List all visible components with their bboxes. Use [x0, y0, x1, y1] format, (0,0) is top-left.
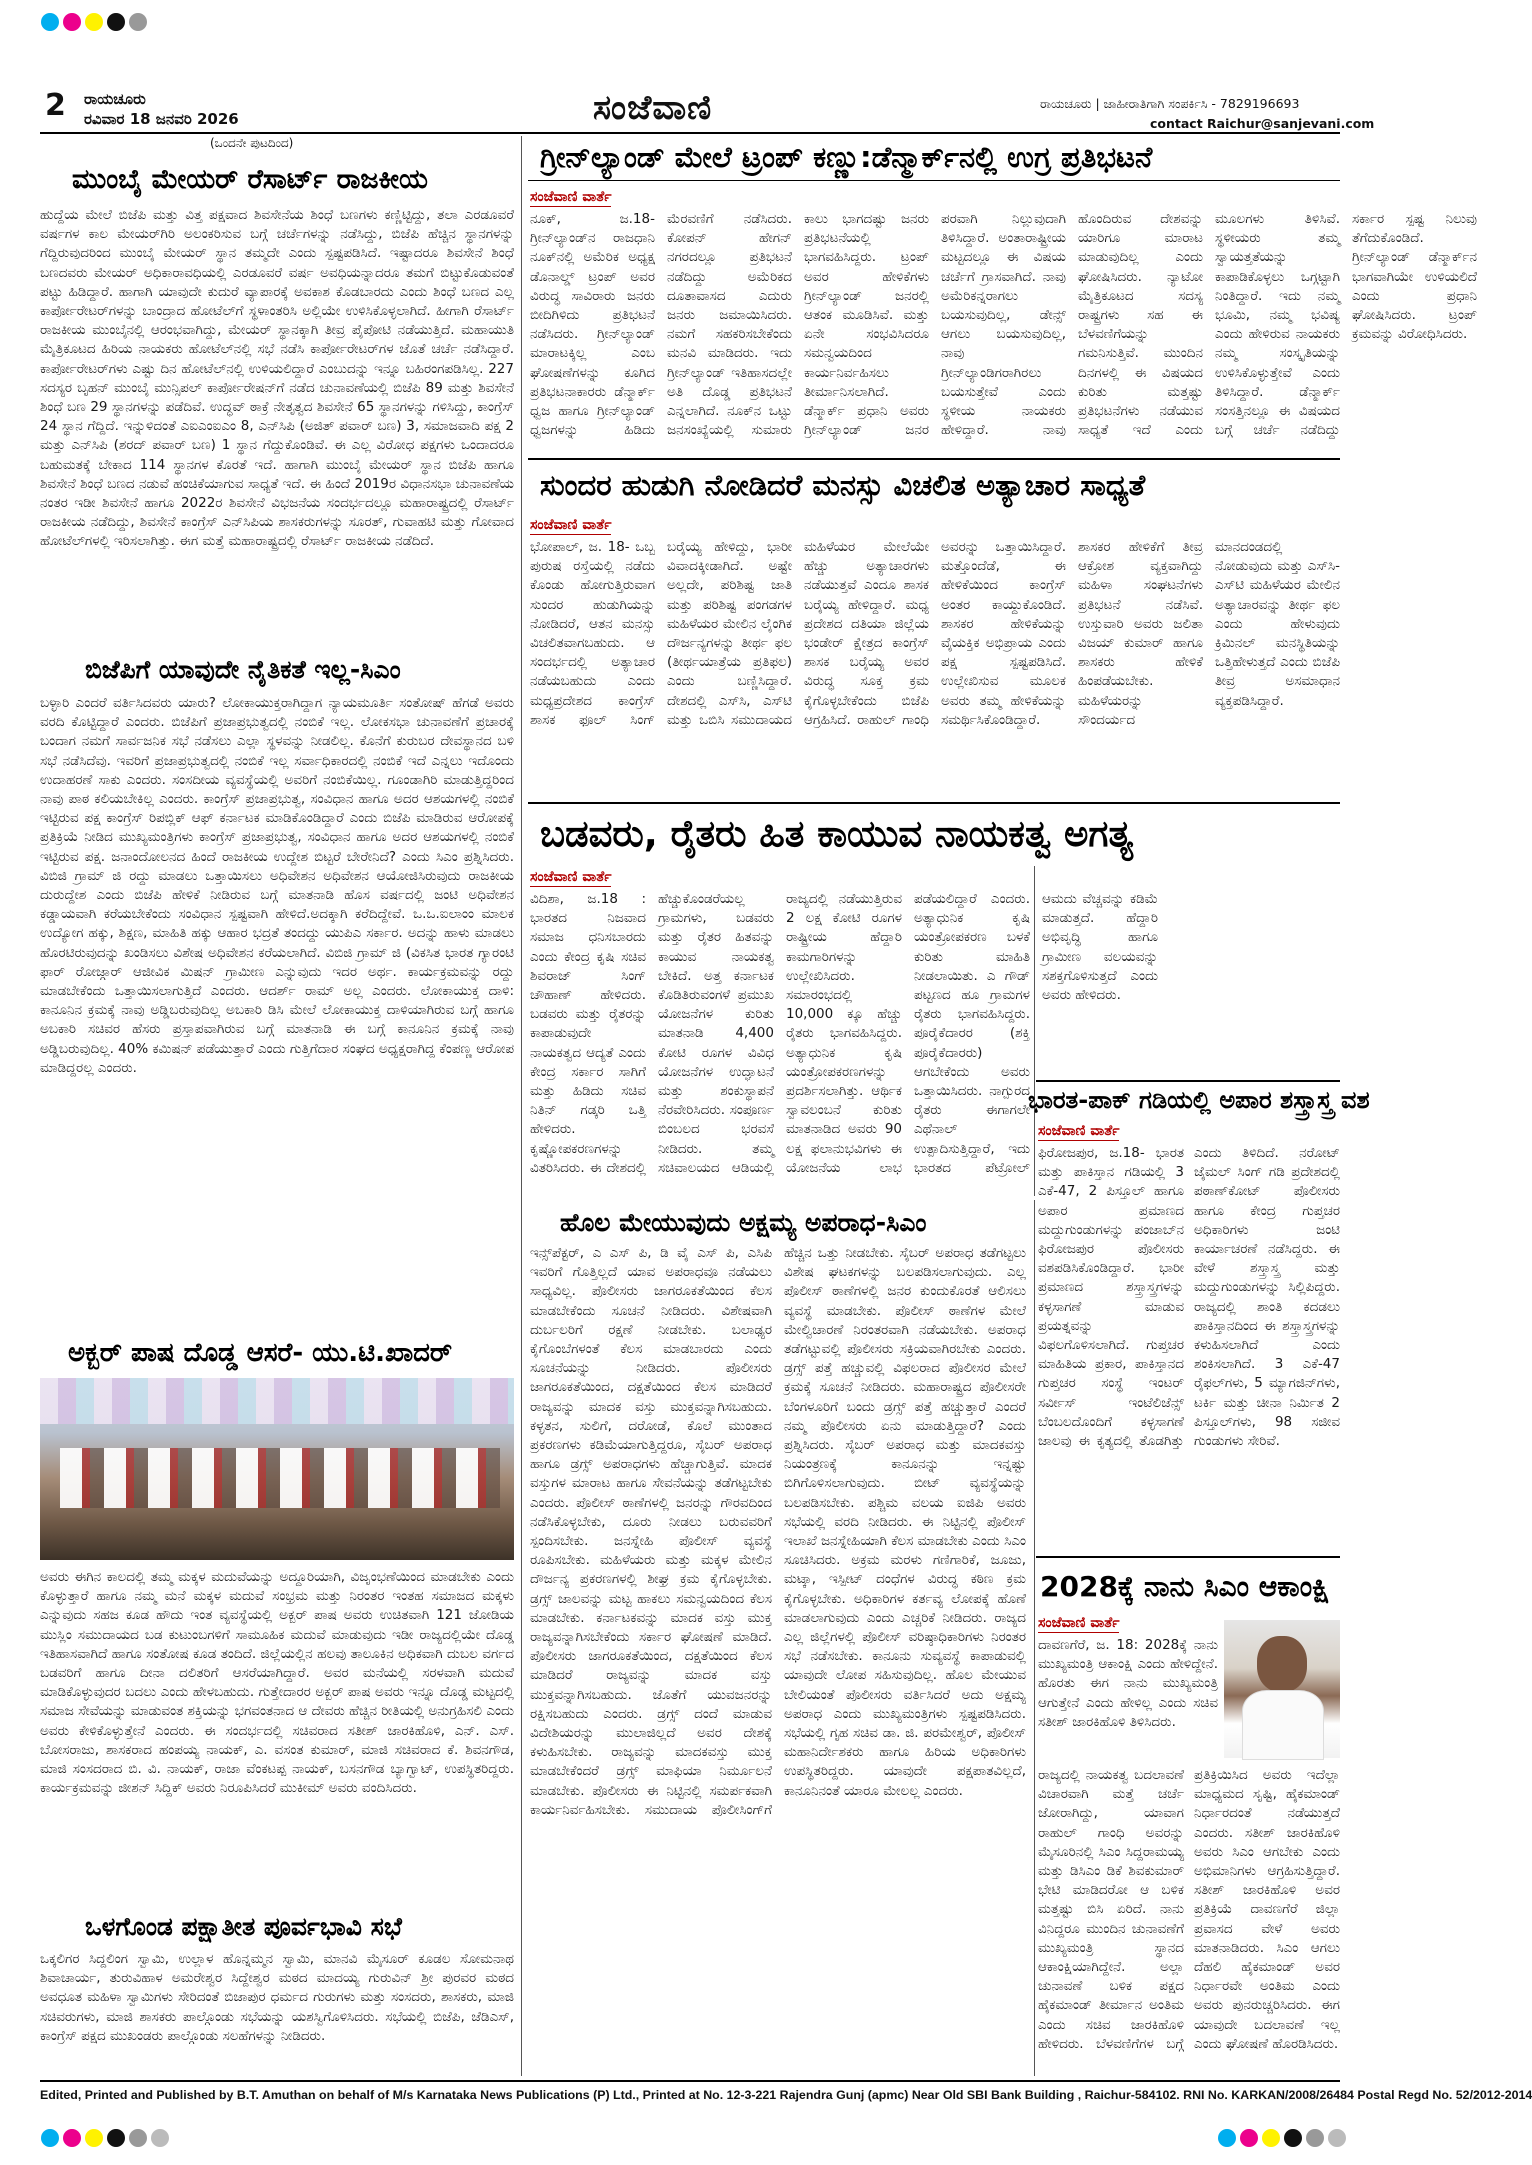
registration-mark-yellow — [85, 2129, 103, 2147]
article-greenland-body: ನೂಕ್, ಜ.18- ಗ್ರೀನ್‌ಲ್ಯಾಂಡ್‌ನ ರಾಜಧಾನಿ ನೂಕ್‌ನಲ್ಲಿ ಅಮೆರಿಕ ಅಧ್ಯಕ್ಷ ಡೊನಾಲ್ಡ್ ಟ್ರಂಪ್ ಅವರ ವಿರುದ್ಧ ಸಾವಿರಾರು ಜನರು ಬೀದಿಗಿಳಿದು ಪ್ರತಿಭಟನೆ ನಡೆಸಿದರು. ಗ್ರೀನ್‌ಲ್ಯಾಂಡ್ ಮಾರಾಟಕ್ಕಿಲ್ಲ ಎಂಬ ಘೋಷಣೆಗಳನ್ನು ಕೂಗಿದ ಪ್ರತಿಭಟನಾಕಾರರು ಡೆನ್ಮಾರ್ಕ್ ಧ್ವಜ ಹಾಗೂ ಗ್ರೀನ್‌ಲ್ಯಾಂಡ್ ಧ್ವಜಗಳನ್ನು ಹಿಡಿದು ಮೆರವಣಿಗೆ ನಡೆಸಿದರು. ಕೋಪನ್ ಹೇಗನ್ ನಗರದಲ್ಲೂ ಪ್ರತಿಭಟನೆ ನಡೆದಿದ್ದು ಅಮೆರಿಕದ ದೂತಾವಾಸದ ಎದುರು ಜನರು ಜಮಾಯಿಸಿದರು. ನಮಗೆ ಸಹಕರಿಸಬೇಕೆಂದು ಮನವಿ ಮಾಡಿದರು. ಇದು ಗ್ರೀನ್‌ಲ್ಯಾಂಡ್ ಇತಿಹಾಸದಲ್ಲೇ ಅತಿ ದೊಡ್ಡ ಪ್ರತಿಭಟನೆ ಎನ್ನಲಾಗಿದೆ. ನೂಕ್‌ನ ಒಟ್ಟು ಜನಸಂಖ್ಯೆಯಲ್ಲಿ ಸುಮಾರು ಕಾಲು ಭಾಗದಷ್ಟು ಜನರು ಪ್ರತಿಭಟನೆಯಲ್ಲಿ ಭಾಗವಹಿಸಿದ್ದರು. ಟ್ರಂಪ್ ಅವರ ಹೇಳಿಕೆಗಳು ಗ್ರೀನ್‌ಲ್ಯಾಂಡ್ ಜನರಲ್ಲಿ ಆತಂಕ ಮೂಡಿಸಿವೆ. ಮತ್ತು ಏನೇ ಸಂಭವಿಸಿದರೂ ಸಮನ್ವಯದಿಂದ ಕಾರ್ಯನಿರ್ವಹಿಸಲು ತೀರ್ಮಾನಿಸಲಾಗಿದೆ. ಡೆನ್ಮಾರ್ಕ್ ಪ್ರಧಾನಿ ಅವರು ಗ್ರೀನ್‌ಲ್ಯಾಂಡ್ ಜನರ ಪರವಾಗಿ ನಿಲ್ಲುವುದಾಗಿ ತಿಳಿಸಿದ್ದಾರೆ. ಅಂತಾರಾಷ್ಟ್ರೀಯ ಮಟ್ಟದಲ್ಲೂ ಈ ವಿಷಯ ಚರ್ಚೆಗೆ ಗ್ರಾಸವಾಗಿದೆ. ನಾವು ಅಮೆರಿಕನ್ನರಾಗಲು ಬಯಸುವುದಿಲ್ಲ, ಡೇನ್ಸ್ ಆಗಲು ಬಯಸುವುದಿಲ್ಲ, ನಾವು ಗ್ರೀನ್‌ಲ್ಯಾಂಡಿಗರಾಗಿರಲು ಬಯಸುತ್ತೇವೆ ಎಂದು ಸ್ಥಳೀಯ ನಾಯಕರು ಹೇಳಿದ್ದಾರೆ. ನಾವು ಹೊಂದಿರುವ ದೇಶವನ್ನು ಯಾರಿಗೂ ಮಾರಾಟ ಮಾಡುವುದಿಲ್ಲ ಎಂದು ಘೋಷಿಸಿದರು. ನ್ಯಾಟೋ ಮೈತ್ರಿಕೂಟದ ಸದಸ್ಯ ರಾಷ್ಟ್ರಗಳು ಸಹ ಈ ಬೆಳವಣಿಗೆಯನ್ನು ಗಮನಿಸುತ್ತಿವೆ. ಮುಂದಿನ ದಿನಗಳಲ್ಲಿ ಈ ವಿಷಯದ ಕುರಿತು ಮತ್ತಷ್ಟು ಪ್ರತಿಭಟನೆಗಳು ನಡೆಯುವ ಸಾಧ್ಯತೆ ಇದೆ ಎಂದು ಮೂಲಗಳು ತಿಳಿಸಿವೆ. ಸ್ಥಳೀಯರು ತಮ್ಮ ಸ್ವಾಯತ್ತತೆಯನ್ನು ಕಾಪಾಡಿಕೊಳ್ಳಲು ಒಗ್ಗಟ್ಟಾಗಿ ನಿಂತಿದ್ದಾರೆ. ಇದು ನಮ್ಮ ಭೂಮಿ, ನಮ್ಮ ಭವಿಷ್ಯ ಎಂದು ಹೇಳಿರುವ ನಾಯಕರು ನಮ್ಮ ಸಂಸ್ಕೃತಿಯನ್ನು ಉಳಿಸಿಕೊಳ್ಳುತ್ತೇವೆ ಎಂದು ತಿಳಿಸಿದ್ದಾರೆ. ಡೆನ್ಮಾರ್ಕ್ ಸಂಸತ್ತಿನಲ್ಲೂ ಈ ವಿಷಯದ ಬಗ್ಗೆ ಚರ್ಚೆ ನಡೆದಿದ್ದು ಸರ್ಕಾರ ಸ್ಪಷ್ಟ ನಿಲುವು ತೆಗೆದುಕೊಂಡಿದೆ. ಗ್ರೀನ್‌ಲ್ಯಾಂಡ್ ಡೆನ್ಮಾರ್ಕ್‌ನ ಭಾಗವಾಗಿಯೇ ಉಳಿಯಲಿದೆ ಎಂದು ಪ್ರಧಾನಿ ಘೋಷಿಸಿದರು. ಟ್ರಂಪ್ ಕ್ರಮವನ್ನು ವಿರೋಧಿಸಿದರು. — [530, 211, 1477, 439]
registration-mark-magenta — [63, 2129, 81, 2147]
article-greenland-headline: ಗ್ರೀನ್‌ಲ್ಯಾಂಡ್ ಮೇಲೆ ಟ್ರಂಪ್ ಕಣ್ಣು:ಡೆನ್ಮಾರ್ಕ್‌ನಲ್ಲಿ ಉಗ್ರ ಪ್ರತಿಭಟನೆ — [540, 140, 1153, 174]
registration-mark-gray — [129, 13, 147, 31]
registration-mark-black — [107, 13, 125, 31]
registration-mark-gray — [151, 2129, 169, 2147]
article-akbar-body: ಅವರು ಈಗಿನ ಕಾಲದಲ್ಲಿ ತಮ್ಮ ಮಕ್ಕಳ ಮದುವೆಯನ್ನು ಅದ್ದೂರಿಯಾಗಿ, ವಿಜೃಂಭಣೆಯಿಂದ ಮಾಡಬೇಕು ಎಂದು ಕೊಳ್ಳುತ್ತಾರೆ ಹಾಗೂ ನಮ್ಮ ಮನೆ ಮಕ್ಕಳ ಮದುವೆ ಸಂಭ್ರಮ ಮತ್ತು ನಿರಂತರ ಇಂತಹ ಸಮಾಜದ ಮಕ್ಕಳು ಎನ್ನುವುದು ಸಹಜ ಕೂಡ ಹೌದು ಇಂತ ವ್ಯವಸ್ಥೆಯಲ್ಲಿ ಅಕ್ಬರ್ ಪಾಷ ಅವರು ಉಚಿತವಾಗಿ 121 ಜೋಡಿಯ ಮುಸ್ಲಿಂ ಸಮುದಾಯದ ಬಡ ಕುಟುಂಬಗಳಿಗೆ ಸಾಮೂಹಿಕ ಮದುವೆ ಮಾಡುವುದು ಇಡೀ ರಾಜ್ಯದಲ್ಲಿಯೇ ದೊಡ್ಡ ಇತಿಹಾಸವಾಗಿದೆ ಹಾಗೂ ಸಂತೋಷ ಕೂಡ ತಂದಿದೆ. ಜಿಲ್ಲೆಯಲ್ಲಿನ ಹಲವು ತಾಲೂಕಿನ ಅಧಿಕವಾಗಿ ದುಬಲ ವರ್ಗದ ಬಡವರಿಗೆ ಹಾಗೂ ದೀನಾ ದಲಿತರಿಗೆ ಆಸರೆಯಾಗಿದ್ದಾರೆ. ಅವರ ಮನೆಯಲ್ಲಿ ಸರಳವಾಗಿ ಮದುವೆ ಮಾಡಿಕೊಳ್ಳುವುದರ ಬದಲು ಎಂದು ಹೇಳಬಹುದು. ಗುತ್ತೇದಾರರ ಅಕ್ಬರ್ ಪಾಷ ಅವರು ಇನ್ನೂ ದೊಡ್ಡ ಮಟ್ಟದಲ್ಲಿ ಸಮಾಜ ಸೇವೆಯನ್ನು ಮಾಡುವಂತ ಶಕ್ತಿಯನ್ನು ಭಗವಂತನಾದ ಆ ದೇವರು ಹೆಚ್ಚಿನ ರೀತಿಯಲ್ಲಿ ಅನುಗ್ರಹಿಸಲಿ ಎಂದು ಅವರು ಕೇಳಿಕೊಳ್ಳುತ್ತೇನೆ ಎಂದರು. ಈ ಸಂದರ್ಭದಲ್ಲಿ ಸಚಿವರಾದ ಸತೀಶ್ ಜಾರಕಿಹೊಳಿ, ಎನ್. ಎಸ್. ಬೋಸರಾಜು, ಶಾಸಕರಾದ ಹಂಪಯ್ಯ ನಾಯಕ್, ಎ. ವಸಂತ ಕುಮಾರ್, ಮಾಜಿ ಸಚಿವರಾದ ಕೆ. ಶಿವನಗೌಡ, ಮಾಜಿ ಸಂಸದರಾದ ಬಿ. ವಿ. ನಾಯಕ್, ರಾಜಾ ವೆಂಕಟಪ್ಪ ನಾಯಕ್, ಬಸನಗೌಡ ಬ್ಯಾಗ್ವಾಟ್, ಉಪಸ್ಥಿತರಿದ್ದರು. ಕಾರ್ಯಕ್ರಮವನ್ನು ಜೀಶನ್ ಸಿದ್ದಿಕ್ ಅವರು ನಿರೂಪಿಸಿದರೆ ಮುಕೀಮ್ ಅವರು ವಂದಿಸಿದರು. — [40, 1569, 514, 1797]
section-rule — [1036, 1080, 1340, 1082]
article-mumbai-body: ಹುದ್ದೆಯ ಮೇಲೆ ಬಿಜೆಪಿ ಮತ್ತು ವಿತ್ತ ಪಕ್ಷವಾದ ಶಿವಸೇನೆಯ ಶಿಂಧೆ ಬಣಗಳು ಕಣ್ಣಿಟ್ಟಿದ್ದು, ತಲಾ ಎರಡೂವರೆ ವರ್ಷಗಳ ಕಾಲ ಮೇಯರ್‌ಗಿರಿ ಅಲಂಕರಿಸುವ ಬಗ್ಗೆ ಚರ್ಚೆಗಳನ್ನು ನಡೆಸಿದ್ದು, ಬಿಜೆಪಿ ಹೆಚ್ಚಿನ ಸ್ಥಾನಗಳನ್ನು ಗೆದ್ದಿರುವುದರಿಂದ ಮುಂಬೈ ಮೇಯರ್ ಸ್ಥಾನ ತಮ್ಮದೇ ಎಂದು ಸ್ಪಷ್ಟಪಡಿಸಿದೆ. ಇಷ್ಟಾದರೂ ಶಿವಸೇನೆ ಶಿಂಧೆ ಬಣದವರು ಮೇಯರ್ ಅಧಿಕಾರಾವಧಿಯಲ್ಲಿ ಎರಡೂವರೆ ವರ್ಷ ಅವಧಿಯನ್ನಾದರೂ ತಮಗೆ ಬಿಟ್ಟುಕೊಡುವಂತೆ ಪಟ್ಟು ಹಿಡಿದ್ದಾರೆ. ಹಾಗಾಗಿ ಯಾವುದೇ ಕುದುರೆ ವ್ಯಾಪಾರಕ್ಕೆ ಅವಕಾಶ ಕೊಡಬಾರದು ಎಂದು ಶಿಂಧೆ ಬಣದ ಎಲ್ಲ ಕಾರ್ಪೋರೇಟರ್‌ಗಳನ್ನು ಬಾಂದ್ರಾದ ಹೋಟೆಲ್‌ಗೆ ಸ್ಥಳಾಂತರಿಸಿ ಅಲ್ಲಿಯೇ ಉಳಿಸಿಕೊಳ್ಳಲಾಗಿದೆ. ಹೀಗಾಗಿ ರೆಸಾರ್ಟ್ ರಾಜಕೀಯ ಮುಂಬೈನಲ್ಲಿ ಆರಂಭವಾಗಿದ್ದು, ಮೇಯರ್ ಸ್ಥಾನಕ್ಕಾಗಿ ತೀವ್ರ ಪೈಪೋಟಿ ನಡೆಯುತ್ತಿದೆ. ಮಹಾಯುತಿ ಮೈತ್ರಿಕೂಟದ ಹಿರಿಯ ನಾಯಕರು ಹೋಟೆಲ್‌ನಲ್ಲಿ ಸಭೆ ನಡೆಸಿ ಕಾರ್ಪೋರೇಟರ್‌ಗಳ ಜೊತೆ ಚರ್ಚೆ ನಡೆಸಿದ್ದಾರೆ. ಕಾರ್ಪೋರೇಟರ್‌ಗಳು ಎಷ್ಟು ದಿನ ಹೋಟೆಲ್‌ನಲ್ಲಿ ಉಳಿಯಲಿದ್ದಾರೆ ಎಂಬುದನ್ನು ಇನ್ನೂ ಬಹಿರಂಗಪಡಿಸಿಲ್ಲ. 227 ಸದಸ್ಯರ ಬೃಹನ್ ಮುಂಬೈ ಮುನ್ಸಿಪಲ್ ಕಾರ್ಪೋರೇಷನ್‌ಗೆ ನಡೆದ ಚುನಾವಣೆಯಲ್ಲಿ ಬಿಜೆಪಿ 89 ಮತ್ತು ಶಿವಸೇನೆ ಶಿಂಧೆ ಬಣ 29 ಸ್ಥಾನಗಳನ್ನು ಪಡೆದಿವೆ. ಉದ್ಧವ್ ಠಾಕ್ರೆ ನೇತೃತ್ವದ ಶಿವಸೇನೆ 65 ಸ್ಥಾನಗಳನ್ನು ಗಳಿಸಿದ್ದು, ಕಾಂಗ್ರೆಸ್ 24 ಸ್ಥಾನ ಗೆದ್ದಿದೆ. ಇನ್ನುಳಿದಂತೆ ಎಐಎಂಐಎಂ 8, ಎನ್‌ಸಿಪಿ (ಅಜಿತ್ ಪವಾರ್ ಬಣ) 3, ಸಮಾಜವಾದಿ ಪಕ್ಷ 2 ಮತ್ತು ಎನ್‌ಸಿಪಿ (ಶರದ್ ಪವಾರ್ ಬಣ) 1 ಸ್ಥಾನ ಗೆದ್ದುಕೊಂಡಿವೆ. ಈ ಎಲ್ಲ ವಿರೋಧ ಪಕ್ಷಗಳು ಒಂದಾದರೂ ಬಹುಮತಕ್ಕೆ ಬೇಕಾದ 114 ಸ್ಥಾನಗಳ ಕೊರತೆ ಇದೆ. ಹಾಗಾಗಿ ಮುಂಬೈ ಮೇಯರ್ ಸ್ಥಾನ ಬಿಜೆಪಿ ಹಾಗೂ ಶಿವಸೇನೆ ಶಿಂಧೆ ಬಣದ ನಡುವೆ ಹಂಚಿಕೆಯಾಗುವ ಸಾಧ್ಯತೆ ಇದೆ. ಈ ಹಿಂದೆ 2019ರ ವಿಧಾನಸಭಾ ಚುನಾವಣೆಯ ನಂತರ ಇಡೀ ಶಿವಸೇನೆ ಹಾಗೂ 2022ರ ಶಿವಸೇನೆ ವಿಭಜನೆಯ ಸಂದರ್ಭದಲ್ಲೂ ಮಹಾರಾಷ್ಟ್ರದಲ್ಲಿ ರೆಸಾರ್ಟ್ ರಾಜಕೀಯ ನಡೆದಿದ್ದು, ಶಿವಸೇನೆ ಕಾಂಗ್ರೆಸ್ ಎನ್‌ಸಿಪಿಯ ಶಾಸಕರುಗಳನ್ನು ಸೂರತ್, ಗುವಾಹಟಿ ಮತ್ತು ಗೋವಾದ ಹೋಟೆಲ್‌ಗಳಲ್ಲಿ ಇರಿಸಲಾಗಿತ್ತು. ಈಗ ಮತ್ತೆ ಮಹಾರಾಷ್ಟ್ರದಲ್ಲಿ ರೆಸಾರ್ಟ್ ರಾಜಕೀಯ ನಡೆದಿದೆ. — [40, 207, 514, 550]
article-meeting-headline: ಒಳಗೊಂಡ ಪಕ್ಷಾತೀತ ಪೂರ್ವಭಾವಿ ಸಭೆ — [85, 1912, 402, 1941]
registration-mark-black — [107, 2129, 125, 2147]
byline: ಸಂಜೆವಾಣಿ ವಾರ್ತೆ — [530, 869, 612, 885]
article-greenland-content — [530, 186, 1477, 452]
masthead-logo: ಸಂಜೆವಾಣಿ — [593, 88, 713, 128]
article-cm2028-body: ರಾಜ್ಯದಲ್ಲಿ ನಾಯಕತ್ವ ಬದಲಾವಣೆ ವಿಚಾರವಾಗಿ ಮತ್ತೆ ಚರ್ಚೆ ಜೋರಾಗಿದ್ದು, ಯಾವಾಗ ರಾಹುಲ್ ಗಾಂಧಿ ಅವರನ್ನು ಮೈಸೂರಿನಲ್ಲಿ ಸಿಎಂ ಸಿದ್ದರಾಮಯ್ಯ ಮತ್ತು ಡಿಸಿಎಂ ಡಿಕೆ ಶಿವಕುಮಾರ್ ಭೇಟಿ ಮಾಡಿದರೋ ಆ ಬಳಿಕ ಮತ್ತಷ್ಟು ಬಿಸಿ ಏರಿದೆ. ನಾನು ವಿನಿದ್ದರೂ ಮುಂದಿನ ಚುನಾವಣೆಗೆ ಮುಖ್ಯಮಂತ್ರಿ ಸ್ಥಾನದ ಆಕಾಂಕ್ಷಿಯಾಗಿದ್ದೇನೆ. ಅಲ್ಲಾ ಚುನಾವಣೆ ಬಳಿಕ ಪಕ್ಷದ ಹೈಕಮಾಂಡ್ ತೀರ್ಮಾನ ಅಂತಿಮ ಎಂದು ಸಚಿವ ಜಾರಕಿಹೊಳಿ ಹೇಳಿದರು. ಬೆಳವಣಿಗೆಗಳ ಬಗ್ಗೆ ಪ್ರತಿಕ್ರಿಯಿಸಿದ ಅವರು ಇದೆಲ್ಲಾ ಮಾಧ್ಯಮದ ಸೃಷ್ಟಿ, ಹೈಕಮಾಂಡ್ ನಿರ್ಧಾರದಂತೆ ನಡೆಯುತ್ತದೆ ಎಂದರು. ಸತೀಶ್ ಜಾರಕಿಹೊಳಿ ಅವರು ಸಿಎಂ ಆಗಬೇಕು ಎಂದು ಅಭಿಮಾನಿಗಳು ಆಗ್ರಹಿಸುತ್ತಿದ್ದಾರೆ. ಸತೀಶ್ ಜಾರಕಿಹೊಳಿ ಅವರ ಪ್ರತಿಕ್ರಿಯೆ ದಾವಣಗೆರೆ ಜಿಲ್ಲಾ ಪ್ರವಾಸದ ವೇಳೆ ಅವರು ಮಾತನಾಡಿದರು. ಸಿಎಂ ಆಗಲು ದೆಹಲಿ ಹೈಕಮಾಂಡ್ ಅವರ ನಿರ್ಧಾರವೇ ಅಂತಿಮ ಎಂದು ಅವರು ಪುನರುಚ್ಚರಿಸಿದರು. ಈಗ ಯಾವುದೇ ಬದಲಾವಣೆ ಇಲ್ಲ ಎಂದು ಘೋಷಣೆ ಹೊರಡಿಸಿದರು. — [1038, 1767, 1340, 2052]
article-akbar-headline: ಅಕ್ಬರ್ ಪಾಷ ದೊಡ್ಡ ಆಸರೆ- ಯು.ಟಿ.ಖಾದರ್ — [68, 1338, 453, 1368]
header-email: contact Raichur@sanjevani.com — [1150, 116, 1375, 131]
article-hola-body: ಇನ್ಸ್‌ಪೆಕ್ಟರ್, ಎ ಎಸ್ ಪಿ, ಡಿ ವೈ ಎಸ್ ಪಿ, ಎಸಿಪಿ ಇವರಿಗೆ ಗೊತ್ತಿಲ್ಲದೆ ಯಾವ ಅಪರಾಧವೂ ನಡೆಯಲು ಸಾಧ್ಯವಿಲ್ಲ. ಪೊಲೀಸರು ಜಾಗರೂಕತೆಯಿಂದ ಕೆಲಸ ಮಾಡಬೇಕೆಂದು ಸೂಚನೆ ನೀಡಿದರು. ವಿಶೇಷವಾಗಿ ದುರ್ಬಲರಿಗೆ ರಕ್ಷಣೆ ನೀಡಬೇಕು. ಬಲಾಢ್ಯರ ಕೈಗೊಂಬೆಗಳಂತೆ ಕೆಲಸ ಮಾಡಬಾರದು ಎಂದು ಸೂಚನೆಯನ್ನು ನೀಡಿದರು. ಪೊಲೀಸರು ಜಾಗರೂಕತೆಯಿಂದ, ದಕ್ಷತೆಯಿಂದ ಕೆಲಸ ಮಾಡಿದರೆ ರಾಜ್ಯವನ್ನು ಮಾದಕ ವಸ್ತು ಮುಕ್ತವನ್ನಾಗಿಸಬಹುದು. ಕಳ್ಳತನ, ಸುಲಿಗೆ, ದರೋಡೆ, ಕೊಲೆ ಮುಂತಾದ ಪ್ರಕರಣಗಳು ಕಡಿಮೆಯಾಗುತ್ತಿದ್ದರೂ, ಸೈಬರ್ ಅಪರಾಧ ಹಾಗೂ ಡ್ರಗ್ಸ್ ಅಪರಾಧಗಳು ಹೆಚ್ಚಾಗುತ್ತಿವೆ. ಮಾದಕ ವಸ್ತುಗಳ ಮಾರಾಟ ಹಾಗೂ ಸೇವನೆಯನ್ನು ತಡೆಗಟ್ಟಬೇಕು ಎಂದರು. ಪೊಲೀಸ್ ಠಾಣೆಗಳಲ್ಲಿ ಜನರನ್ನು ಗೌರವದಿಂದ ನಡೆಸಿಕೊಳ್ಳಬೇಕು, ದೂರು ನೀಡಲು ಬರುವವರಿಗೆ ಸ್ಪಂದಿಸಬೇಕು. ಜನಸ್ನೇಹಿ ಪೊಲೀಸ್ ವ್ಯವಸ್ಥೆ ರೂಪಿಸಬೇಕು. ಮಹಿಳೆಯರು ಮತ್ತು ಮಕ್ಕಳ ಮೇಲಿನ ದೌರ್ಜನ್ಯ ಪ್ರಕರಣಗಳಲ್ಲಿ ಶೀಘ್ರ ಕ್ರಮ ಕೈಗೊಳ್ಳಬೇಕು. ಡ್ರಗ್ಸ್ ಜಾಲವನ್ನು ಮಟ್ಟ ಹಾಕಲು ಸಮನ್ವಯದಿಂದ ಕೆಲಸ ಮಾಡಬೇಕು. ಕರ್ನಾಟಕವನ್ನು ಮಾದಕ ವಸ್ತು ಮುಕ್ತ ರಾಜ್ಯವನ್ನಾಗಿಸಬೇಕೆಂದು ಸರ್ಕಾರ ಘೋಷಣೆ ಮಾಡಿದೆ. ಪೊಲೀಸರು ಜಾಗರೂಕತೆಯಿಂದ, ದಕ್ಷತೆಯಿಂದ ಕೆಲಸ ಮಾಡಿದರೆ ರಾಜ್ಯವನ್ನು ಮಾದಕ ವಸ್ತು ಮುಕ್ತವನ್ನಾಗಿಸಬಹುದು. ಜೊತೆಗೆ ಯುವಜನರನ್ನು ರಕ್ಷಿಸಬಹುದು ಎಂದರು. ಡ್ರಗ್ಸ್ ದಂದೆ ಮಾಡುವ ವಿದೇಶಿಯರನ್ನು ಮುಲಾಜಿಲ್ಲದೆ ಅವರ ದೇಶಕ್ಕೆ ಕಳುಹಿಸಬೇಕು. ರಾಜ್ಯವನ್ನು ಮಾದಕವಸ್ತು ಮುಕ್ತ ಮಾಡಬೇಕೆಂದರೆ ಡ್ರಗ್ಸ್ ಮಾಫಿಯಾ ನಿರ್ಮೂಲನೆ ಮಾಡಬೇಕು. ಪೊಲೀಸರು ಈ ನಿಟ್ಟಿನಲ್ಲಿ ಸಮರ್ಪಕವಾಗಿ ಕಾರ್ಯನಿರ್ವಹಿಸಬೇಕು. ಸಮುದಾಯ ಪೊಲೀಸಿಂಗ್‌ಗೆ ಹೆಚ್ಚಿನ ಒತ್ತು ನೀಡಬೇಕು. ಸೈಬರ್ ಅಪರಾಧ ತಡೆಗಟ್ಟಲು ವಿಶೇಷ ಘಟಕಗಳನ್ನು ಬಲಪಡಿಸಲಾಗುವುದು. ಎಲ್ಲ ಪೊಲೀಸ್ ಠಾಣೆಗಳಲ್ಲಿ ಜನರ ಕುಂದುಕೊರತೆ ಆಲಿಸಲು ವ್ಯವಸ್ಥೆ ಮಾಡಬೇಕು. ಪೊಲೀಸ್ ಠಾಣೆಗಳ ಮೇಲೆ ಮೇಲ್ವಿಚಾರಣೆ ನಿರಂತರವಾಗಿ ನಡೆಯಬೇಕು. ಅಪರಾಧ ತಡೆಗಟ್ಟುವಲ್ಲಿ ಪೊಲೀಸರು ಸಕ್ರಿಯವಾಗಿರಬೇಕು ಎಂದರು. ಡ್ರಗ್ಸ್ ಪತ್ತೆ ಹಚ್ಚುವಲ್ಲಿ ವಿಫಲರಾದ ಪೊಲೀಸರ ಮೇಲೆ ಕ್ರಮಕ್ಕೆ ಸೂಚನೆ ನೀಡಿದರು. ಮಹಾರಾಷ್ಟ್ರದ ಪೊಲೀಸರೇ ಬೆಂಗಳೂರಿಗೆ ಬಂದು ಡ್ರಗ್ಸ್ ಪತ್ತೆ ಹಚ್ಚುತ್ತಾರೆ ಎಂದರೆ ನಮ್ಮ ಪೊಲೀಸರು ಏನು ಮಾಡುತ್ತಿದ್ದಾರೆ? ಎಂದು ಪ್ರಶ್ನಿಸಿದರು. ಸೈಬರ್ ಅಪರಾಧ ಮತ್ತು ಮಾದಕವಸ್ತು ನಿಯಂತ್ರಣಕ್ಕೆ ಕಾನೂನನ್ನು ಇನ್ನಷ್ಟು ಬಿಗಿಗೊಳಿಸಲಾಗುವುದು. ಬೀಟ್ ವ್ಯವಸ್ಥೆಯನ್ನು ಬಲಪಡಿಸಬೇಕು. ಪಶ್ಚಿಮ ವಲಯ ಐಜಿಪಿ ಅವರು ಸಭೆಯಲ್ಲಿ ವರದಿ ನೀಡಿದರು. ಈ ನಿಟ್ಟಿನಲ್ಲಿ ಪೊಲೀಸ್ ಇಲಾಖೆ ಜನಸ್ನೇಹಿಯಾಗಿ ಕೆಲಸ ಮಾಡಬೇಕು ಎಂದು ಸಿಎಂ ಸೂಚಿಸಿದರು. ಅಕ್ರಮ ಮರಳು ಗಣಿಗಾರಿಕೆ, ಜೂಜು, ಮಟ್ಕಾ, ಇಸ್ಪೀಟ್ ದಂಧೆಗಳ ವಿರುದ್ಧ ಕಠಿಣ ಕ್ರಮ ಕೈಗೊಳ್ಳಬೇಕು. ಅಧಿಕಾರಿಗಳ ಕರ್ತವ್ಯ ಲೋಪಕ್ಕೆ ಹೊಣೆ ಮಾಡಲಾಗುವುದು ಎಂದು ಎಚ್ಚರಿಕೆ ನೀಡಿದರು. ರಾಜ್ಯದ ಎಲ್ಲ ಜಿಲ್ಲೆಗಳಲ್ಲಿ ಪೊಲೀಸ್ ವರಿಷ್ಠಾಧಿಕಾರಿಗಳು ನಿರಂತರ ಸಭೆ ನಡೆಸಬೇಕು. ಕಾನೂನು ಸುವ್ಯವಸ್ಥೆ ಕಾಪಾಡುವಲ್ಲಿ ಯಾವುದೇ ಲೋಪ ಸಹಿಸುವುದಿಲ್ಲ. ಹೊಲ ಮೇಯುವ ಬೇಲಿಯಂತೆ ಪೊಲೀಸರು ವರ್ತಿಸಿದರೆ ಅದು ಅಕ್ಷಮ್ಯ ಅಪರಾಧ ಎಂದು ಮುಖ್ಯಮಂತ್ರಿಗಳು ಸ್ಪಷ್ಟಪಡಿಸಿದರು. ಸಭೆಯಲ್ಲಿ ಗೃಹ ಸಚಿವ ಡಾ. ಜಿ. ಪರಮೇಶ್ವರ್, ಪೊಲೀಸ್ ಮಹಾನಿರ್ದೇಶಕರು ಹಾಗೂ ಹಿರಿಯ ಅಧಿಕಾರಿಗಳು ಉಪಸ್ಥಿತರಿದ್ದರು. ಯಾವುದೇ ಪಕ್ಷಪಾತವಿಲ್ಲದೆ, ಕಾನೂನಿನಂತೆ ಯಾರೂ ಮೇಲಲ್ಲ ಎಂದರು. — [530, 1245, 1026, 1818]
column-divider — [521, 136, 522, 2076]
section-rule — [528, 802, 1340, 804]
article-cm2028-photo — [1224, 1620, 1340, 1758]
column-divider — [1034, 1200, 1035, 2076]
article-badavaru-headline: ಬಡವರು, ರೈತರು ಹಿತ ಕಾಯುವ ನಾಯಕತ್ವ ಅಗತ್ಯ — [540, 812, 1134, 855]
article-akbar-photo — [40, 1378, 514, 1560]
byline: ಸಂಜೆವಾಣಿ ವಾರ್ತೆ — [1038, 1615, 1120, 1631]
registration-mark-gray — [1328, 2129, 1346, 2147]
article-bharat-body: ಫಿರೋಜಪುರ, ಜ.18- ಭಾರತ ಮತ್ತು ಪಾಕಿಸ್ತಾನ ಗಡಿಯಲ್ಲಿ 3 ಎಕೆ-47, 2 ಪಿಸ್ತೂಲ್ ಹಾಗೂ ಅಪಾರ ಪ್ರಮಾಣದ ಮದ್ದುಗುಂಡುಗಳನ್ನು ಪಂಜಾಬ್‌ನ ಫಿರೋಜಪುರ ಪೊಲೀಸರು ವಶಪಡಿಸಿಕೊಂಡಿದ್ದಾರೆ. ಭಾರೀ ಪ್ರಮಾಣದ ಶಸ್ತ್ರಾಸ್ತ್ರಗಳನ್ನು ಕಳ್ಳಸಾಗಣೆ ಮಾಡುವ ಪ್ರಯತ್ನವನ್ನು ವಿಫಲಗೊಳಿಸಲಾಗಿದೆ. ಗುಪ್ತಚರ ಮಾಹಿತಿಯ ಪ್ರಕಾರ, ಪಾಕಿಸ್ತಾನದ ಗುಪ್ತಚರ ಸಂಸ್ಥೆ ಇಂಟರ್ ಸರ್ವೀಸ್ ಇಂಟೆಲಿಜೆನ್ಸ್ ಬೆಂಬಲದೊಂದಿಗೆ ಕಳ್ಳಸಾಗಣೆ ಜಾಲವು ಈ ಕೃತ್ಯದಲ್ಲಿ ತೊಡಗಿತ್ತು ಎಂದು ತಿಳಿದಿದೆ. ನರೋಟ್ ಜೈಮಲ್ ಸಿಂಗ್ ಗಡಿ ಪ್ರದೇಶದಲ್ಲಿ ಪಠಾಣ್‌ಕೋಟ್ ಪೊಲೀಸರು ಹಾಗೂ ಕೇಂದ್ರ ಗುಪ್ತಚರ ಅಧಿಕಾರಿಗಳು ಜಂಟಿ ಕಾರ್ಯಾಚರಣೆ ನಡೆಸಿದ್ದರು. ಈ ವೇಳೆ ಶಸ್ತ್ರಾಸ್ತ್ರ ಮತ್ತು ಮದ್ದುಗುಂಡುಗಳನ್ನು ಸಿಲ್ಲಿಪಿದ್ದರು. ರಾಜ್ಯದಲ್ಲಿ ಶಾಂತಿ ಕದಡಲು ಪಾಕಿಸ್ತಾನದಿಂದ ಈ ಶಸ್ತ್ರಾಸ್ತ್ರಗಳನ್ನು ಕಳುಹಿಸಲಾಗಿದೆ ಎಂದು ಶಂಕಿಸಲಾಗಿದೆ. 3 ಎಕೆ-47 ರೈಫಲ್‌ಗಳು, 5 ಮ್ಯಾಗಜಿನ್‌ಗಳು, ಟರ್ಕಿ ಮತ್ತು ಚೀನಾ ನಿರ್ಮಿತ 2 ಪಿಸ್ತೂಲ್‌ಗಳು, 98 ಸಜೀವ ಗುಂಡುಗಳು ಸೇರಿವೆ. — [1038, 1145, 1340, 1450]
header-advert-contact: ರಾಯಚೂರು | ಜಾಹೀರಾತಿಗಾಗಿ ಸಂಪರ್ಕಿಸಿ - 7829196693 — [1040, 96, 1300, 111]
footer-imprint: Edited, Printed and Published by B.T. Amuthan on behalf of M/s Karnataka News Publications (P) Ltd., Printed at No. 12-3-221 Rajendra Gunj (apmc) Near Old SBI Bank Building , Raichur-584102. RNI No. KARKAN/2008/26484 Postal Regd No. 52/2012-2014 — [40, 2088, 1532, 2102]
section-rule — [1036, 1556, 1340, 1558]
byline: ಸಂಜೆವಾಣಿ ವಾರ್ತೆ — [1038, 1123, 1120, 1139]
registration-mark-magenta — [1240, 2129, 1258, 2147]
registration-mark-cyan — [1218, 2129, 1236, 2147]
column-divider — [1034, 866, 1035, 1196]
continued-label: (ಒಂದನೇ ಪುಟದಿಂದ) — [210, 136, 294, 150]
registration-mark-cyan — [41, 13, 59, 31]
article-cm2028-headline: 2028ಕ್ಕೆ ನಾನು ಸಿಎಂ ಆಕಾಂಕ್ಷಿ — [1040, 1570, 1330, 1603]
header-date: ರವಿವಾರ 18 ಜನವರಿ 2026 — [84, 110, 239, 128]
article-sundara-headline: ಸುಂದರ ಹುಡುಗಿ ನೋಡಿದರೆ ಮನಸ್ಸು ವಿಚಲಿತ ಅತ್ಯಾಚಾರ ಸಾಧ್ಯತೆ — [540, 468, 1146, 502]
article-sundara-content — [530, 514, 1340, 796]
article-badavaru-content — [530, 866, 1158, 1196]
registration-mark-yellow — [1262, 2129, 1280, 2147]
headline-rule — [528, 180, 1340, 181]
registration-mark-cyan — [41, 2129, 59, 2147]
page-number: 2 — [45, 88, 66, 123]
article-cm2028-content — [1038, 1612, 1218, 1762]
header-rule — [40, 132, 1340, 134]
footer-rule — [40, 2080, 1340, 2082]
article-bharat-content — [1038, 1120, 1340, 1552]
registration-mark-yellow — [85, 13, 103, 31]
byline: ಸಂಜೆವಾಣಿ ವಾರ್ತೆ — [530, 189, 612, 205]
article-bjp-headline: ಬಿಜೆಪಿಗೆ ಯಾವುದೇ ನೈತಿಕತೆ ಇಲ್ಲ-ಸಿಎಂ — [85, 655, 401, 684]
byline: ಸಂಜೆವಾಣಿ ವಾರ್ತೆ — [530, 517, 612, 533]
article-meeting-body: ಒಕ್ಕಲಿಗರ ಸಿದ್ದಲಿಂಗ ಸ್ವಾಮಿ, ಉಲ್ಲಾಳ ಹೊನ್ನಮ್ಮನ ಸ್ವಾಮಿ, ಮಾನವಿ ಮೈಸೂರ್ ಕೂಡಲ ಸೋಮನಾಥ ಶಿವಾಚಾರ್ಯ, ತುರುವಿಹಾಳ ಅಮರೇಶ್ವರ ಸಿದ್ದೇಶ್ವರ ಮಠದ ಮಾದಯ್ಯ ಗುರುವಿನ್ ಶ್ರೀ ಪುರವರ ಮಠದ ಅವಧೂತ ಮಹಿಳಾ ಸ್ವಾಮಿಗಳು ಸೇರಿದಂತೆ ಬಿಜಾಪುರ ಧರ್ಮದ ಗುರುಗಳು ಮತ್ತು ಸಂಸದರು, ಶಾಸಕರು, ಮಾಜಿ ಸಚಿವರುಗಳು, ಮಾಜಿ ಶಾಸಕರು ಪಾಲ್ಗೊಂಡು ಸಭೆಯನ್ನು ಯಶಸ್ವಿಗೊಳಿಸಿದರು. ಸಭೆಯಲ್ಲಿ ಬಿಜೆಪಿ, ಜೆಡಿಎಸ್, ಕಾಂಗ್ರೆಸ್ ಪಕ್ಷದ ಮುಖಂಡರು ಪಾಲ್ಗೊಂಡು ಸಲಹೆಗಳನ್ನು ನೀಡಿದರು. — [40, 1951, 514, 2044]
header-city: ರಾಯಚೂರು — [84, 90, 146, 108]
article-hola-headline: ಹೊಲ ಮೇಯುವುದು ಅಕ್ಷಮ್ಯ ಅಪರಾಧ-ಸಿಎಂ — [560, 1208, 927, 1237]
article-bjp-body: ಬಳ್ಳಾರಿ ಎಂದರೆ ವರ್ತಿಸಿದವರು ಯಾರು? ಲೋಕಾಯುಕ್ತರಾಗಿದ್ದಾಗ ನ್ಯಾಯಮೂರ್ತಿ ಸಂತೋಷ್ ಹೆಗಡೆ ಅವರು ವರದಿ ಕೊಟ್ಟಿದ್ದಾರೆ ಎಂದರು. ಬಿಜೆಪಿಗೆ ಪ್ರಜಾಪ್ರಭುತ್ವದಲ್ಲಿ ನಂಬಿಕೆ ಇಲ್ಲ. ಲೋಕಸಭಾ ಚುನಾವಣೆಗೆ ಪ್ರಚಾರಕ್ಕೆ ಬಂದಾಗ ನಮಗೆ ಸಾರ್ವಜನಿಕ ಸಭೆ ನಡೆಸಲು ಎಲ್ಲಾ ಸ್ಥಳವನ್ನು ನೀಡಲಿಲ್ಲ. ಕೊನೆಗೆ ಕುರುಬರ ದೇವಸ್ಥಾನದ ಬಳಿ ಸಭೆ ನಡೆಸಿದೆವು. ಇವರಿಗೆ ಪ್ರಜಾಪ್ರಭುತ್ವದಲ್ಲಿ ನಂಬಿಕೆ ಇಲ್ಲ ಸರ್ವಾಧಿಕಾರದಲ್ಲಿ ನಂಬಿಕೆ ಇದೆ ಎನ್ನಲು ಇದೊಂದು ಉದಾಹರಣೆ ಸಾಕು ಎಂದರು. ಸಂಸದೀಯ ವ್ಯವಸ್ಥೆಯಲ್ಲಿ ಅವರಿಗೆ ನಂಬಿಕೆಯಿಲ್ಲ. ಗೂಂಡಾಗಿರಿ ಮಾಡುತ್ತಿದ್ದರಿಂದ ನಾವು ಪಾಠ ಕಲಿಯಬೇಕಿಲ್ಲ ಎಂದರು. ಕಾಂಗ್ರೆಸ್ ಪ್ರಜಾಪ್ರಭುತ್ವ, ಸಂವಿಧಾನ ಹಾಗೂ ಅದರ ಆಶಯಗಳಲ್ಲಿ ನಂಬಿಕೆ ಇಟ್ಟಿರುವ ಪಕ್ಷ ಕಾಂಗ್ರೆಸ್ ರಿಪಬ್ಲಿಕ್ ಆಫ್ ಕರ್ನಾಟಕ ಮಾಡಿಕೊಂಡಿದ್ದಾರೆ ಎಂದು ಬಿಜೆಪಿ ಮಾಡಿರುವ ಆರೋಪಕ್ಕೆ ಪ್ರತಿಕ್ರಿಯೆ ನೀಡಿದ ಮುಖ್ಯಮಂತ್ರಿಗಳು ಕಾಂಗ್ರೆಸ್ ಪ್ರಜಾಪ್ರಭುತ್ವ, ಸಂವಿಧಾನ ಹಾಗೂ ಅದರ ಆಶಯಗಳಲ್ಲಿ ನಂಬಿಕೆ ಇಟ್ಟಿರುವ ಪಕ್ಷ. ಜನಾಂದೋಲನದ ಹಿಂದೆ ರಾಜಕೀಯ ಉದ್ದೇಶ ಬಿಟ್ಟರೆ ಬೇರೇನಿದೆ? ಎಂದು ಸಿಎಂ ಪ್ರಶ್ನಿಸಿದರು. ವಿಬಿಜಿ ಗ್ರಾಮ್ ಜಿ ರದ್ದು ಮಾಡಲು ಒತ್ತಾಯಿಸಲು ಅಧಿವೇಶನ ಅಧಿವೇಶನ ಆಯೋಜಿಸಿರುವುದು ರಾಜಕೀಯ ದುರುದ್ದೇಶ ಎಂದು ಬಿಜೆಪಿ ಹೇಳಿಕೆ ನೀಡಿರುವ ಬಗ್ಗೆ ಮಾತನಾಡಿ ಹೊಸ ವರ್ಷದಲ್ಲಿ ಜಂಟಿ ಅಧಿವೇಶನ ಕಡ್ಡಾಯವಾಗಿ ಕರೆಯಬೇಕೆಂದು ಸಂವಿಧಾನ ಸ್ಪಷ್ಟವಾಗಿ ಹೇಳಿದೆ.ಅದಕ್ಕಾಗಿ ಕರೆದಿದ್ದೇವೆ. ಒ.ಒ.ಐಲಾಂಂ ಮಾಲಕ ಉದ್ಯೋಗ ಹಕ್ಕು, ಶಿಕ್ಷಣ, ಮಾಹಿತಿ ಹಕ್ಕು ಆಹಾರ ಭದ್ರತೆ ತಂದದ್ದು ಯುಪಿಎ ಸರ್ಕಾರ. ಅದನ್ನು ಹಾಳು ಮಾಡಲು ಹೊರಟಿರುವುದನ್ನು ಖಂಡಿಸಲು ವಿಶೇಷ ಅಧಿವೇಶನ ಕರೆಯಲಾಗಿದೆ. ವಿಬಿಜಿ ಗ್ರಾಮ್ ಜಿ (ವಿಕಸಿತ ಭಾರತ ಗ್ಯಾರಂಟಿ ಫಾರ್ ರೋಜ್ಗಾರ್ ಆಜೀವಿಕ ಮಿಷನ್ ಗ್ರಾಮೀಣ ಎನ್ನುವುದು ಇದರ ಅರ್ಥ. ಕಾರ್ಯಕ್ರಮವನ್ನು ರದ್ದು ಮಾಡಬೇಕೆಂದು ಒತ್ತಾಯಿಸಲಾಗುತ್ತಿದೆ ಎಂದರು. ಆದರ್ಶ್ ರಾಮ್ ಅಲ್ಲ ಎಂದರು. ಲೋಕಾಯುಕ್ತ ದಾಳಿ: ಕಾನೂನಿನ ಕ್ರಮಕ್ಕೆ ನಾವು ಅಡ್ಡಿಬರುವುದಿಲ್ಲ ಅಬಕಾರಿ ಡಿಸಿ ಮೇಲೆ ಲೋಕಾಯುಕ್ತ ದಾಳಿಯಾಗಿರುವ ಬಗ್ಗೆ ಹಾಗೂ ಅಬಕಾರಿ ಸಚಿವರ ಹೆಸರು ಪ್ರಸ್ತಾಪವಾಗಿರುವ ಬಗ್ಗೆ ಮಾತನಾಡಿ ಈ ಬಗ್ಗೆ ಕಾನೂನಿನ ಕ್ರಮಕ್ಕೆ ನಾವು ಅಡ್ಡಿಬರುವುದಿಲ್ಲ. 40% ಕಮಿಷನ್ ಪಡೆಯುತ್ತಾರೆ ಎಂದು ಗುತ್ತಿಗೆದಾರ ಸಂಘದ ಅಧ್ಯಕ್ಷರಾಗಿದ್ದ ಕೆಂಪಣ್ಣ ಆರೋಪ ಮಾಡಿದ್ದರಲ್ಲ ಎಂದರು. — [40, 695, 514, 1076]
section-rule — [528, 458, 1340, 460]
article-cm2028-lead: ದಾವಣಗೆರೆ, ಜ. 18: 2028ಕ್ಕೆ ನಾನು ಮುಖ್ಯಮಂತ್ರಿ ಆಕಾಂಕ್ಷಿ ಎಂದು ಹೇಳಿದ್ದೇನೆ. ಹೊರತು ಈಗ ನಾನು ಮುಖ್ಯಮಂತ್ರಿ ಆಗುತ್ತೇನೆ ಎಂದು ಹೇಳಿಲ್ಲ ಎಂದು ಸಚಿವ ಸತೀಶ್ ಜಾರಕಿಹೊಳಿ ತಿಳಿಸಿದರು. — [1038, 1637, 1218, 1730]
registration-mark-gray — [1306, 2129, 1324, 2147]
article-bharat-headline: ಭಾರತ-ಪಾಕ್ ಗಡಿಯಲ್ಲಿ ಅಪಾರ ಶಸ್ತ್ರಾಸ್ತ್ರ ವಶ — [1028, 1086, 1370, 1114]
registration-mark-gray — [129, 2129, 147, 2147]
article-mumbai-headline: ಮುಂಬೈ ಮೇಯರ್ ರೆಸಾರ್ಟ್ ರಾಜಕೀಯ — [72, 164, 428, 195]
registration-mark-black — [1284, 2129, 1302, 2147]
registration-mark-magenta — [63, 13, 81, 31]
article-sundara-body: ಭೋಪಾಲ್, ಜ. 18- ಒಬ್ಬ ಪುರುಷ ರಸ್ತೆಯಲ್ಲಿ ನಡೆದು ಕೊಂಡು ಹೋಗುತ್ತಿರುವಾಗ ಸುಂದರ ಹುಡುಗಿಯನ್ನು ನೋಡಿದರೆ, ಆತನ ಮನಸ್ಸು ವಿಚಲಿತವಾಗಬಹುದು. ಆ ಸಂದರ್ಭದಲ್ಲಿ ಅತ್ಯಾಚಾರ ನಡೆಯಬಹುದು ಎಂದು ಮಧ್ಯಪ್ರದೇಶದ ಕಾಂಗ್ರೆಸ್ ಶಾಸಕ ಫೂಲ್ ಸಿಂಗ್ ಬರೈಯ್ಯ ಹೇಳಿದ್ದು, ಭಾರೀ ವಿವಾದಕ್ಕೀಡಾಗಿದೆ. ಅಷ್ಟೇ ಅಲ್ಲದೇ, ಪರಿಶಿಷ್ಟ ಜಾತಿ ಮತ್ತು ಪರಿಶಿಷ್ಟ ಪಂಗಡಗಳ ಮಹಿಳೆಯರ ಮೇಲಿನ ಲೈಂಗಿಕ ದೌರ್ಜನ್ಯಗಳನ್ನು ತೀರ್ಥ ಫಲ (ತೀರ್ಥಯಾತ್ರೆಯ ಪ್ರತಿಫಲ) ಎಂದು ಬಣ್ಣಿಸಿದ್ದಾರೆ. ದೇಶದಲ್ಲಿ ಎಸ್‌ಸಿ, ಎಸ್‌ಟಿ ಮತ್ತು ಒಬಿಸಿ ಸಮುದಾಯದ ಮಹಿಳೆಯರ ಮೇಲೆಯೇ ಹೆಚ್ಚು ಅತ್ಯಾಚಾರಗಳು ನಡೆಯುತ್ತವೆ ಎಂದೂ ಶಾಸಕ ಬರೈಯ್ಯ ಹೇಳಿದ್ದಾರೆ. ಮಧ್ಯ ಪ್ರದೇಶದ ದತಿಯಾ ಜಿಲ್ಲೆಯ ಭಂಡೇರ್ ಕ್ಷೇತ್ರದ ಕಾಂಗ್ರೆಸ್ ಶಾಸಕ ಬರೈಯ್ಯ ಅವರ ವಿರುದ್ಧ ಸೂಕ್ತ ಕ್ರಮ ಕೈಗೊಳ್ಳಬೇಕೆಂದು ಬಿಜೆಪಿ ಆಗ್ರಹಿಸಿದೆ. ರಾಹುಲ್ ಗಾಂಧಿ ಅವರನ್ನು ಒತ್ತಾಯಿಸಿದ್ದಾರೆ. ಮತ್ತೊಂದೆಡೆ, ಈ ಹೇಳಿಕೆಯಿಂದ ಕಾಂಗ್ರೆಸ್ ಅಂತರ ಕಾಯ್ದುಕೊಂಡಿದೆ. ಶಾಸಕರ ಹೇಳಿಕೆಯನ್ನು ವೈಯಕ್ತಿಕ ಅಭಿಪ್ರಾಯ ಎಂದು ಪಕ್ಷ ಸ್ಪಷ್ಟಪಡಿಸಿದೆ. ಉಲ್ಲೇಖಿಸುವ ಮೂಲಕ ಅವರು ತಮ್ಮ ಹೇಳಿಕೆಯನ್ನು ಸಮರ್ಥಿಸಿಕೊಂಡಿದ್ದಾರೆ. ಶಾಸಕರ ಹೇಳಿಕೆಗೆ ತೀವ್ರ ಆಕ್ರೋಶ ವ್ಯಕ್ತವಾಗಿದ್ದು ಮಹಿಳಾ ಸಂಘಟನೆಗಳು ಪ್ರತಿಭಟನೆ ನಡೆಸಿವೆ. ಉಸ್ತುವಾರಿ ಅವರು ಜಲಿತಾ ವಿಜಯ್ ಕುಮಾರ್ ಹಾಗೂ ಶಾಸಕರು ಹೇಳಿಕೆ ಹಿಂಪಡೆಯಬೇಕು. ಮಹಿಳೆಯರನ್ನು ಸೌಂದರ್ಯದ ಮಾನದಂಡದಲ್ಲಿ ನೋಡುವುದು ಮತ್ತು ಎಸ್‌ಸಿ-ಎಸ್‌ಟಿ ಮಹಿಳೆಯರ ಮೇಲಿನ ಅತ್ಯಾಚಾರವನ್ನು ತೀರ್ಥ ಫಲ ಎಂದು ಹೇಳುವುದು ಕ್ರಿಮಿನಲ್ ಮನಸ್ಥಿತಿಯನ್ನು ಒತ್ತಿಹೇಳುತ್ತದೆ ಎಂದು ಬಿಜೆಪಿ ತೀವ್ರ ಅಸಮಾಧಾನ ವ್ಯಕ್ತಪಡಿಸಿದ್ದಾರೆ. — [530, 539, 1340, 728]
article-badavaru-body: ವಿದಿಶಾ, ಜ.18 : ಭಾರತದ ನಿಜವಾದ ಸಮಾಜ ಧನಿಸಬಾರದು ಎಂದು ಕೇಂದ್ರ ಕೃಷಿ ಸಚಿವ ಶಿವರಾಜ್ ಸಿಂಗ್ ಚೌಹಾಣ್ ಹೇಳಿದರು. ಬಡವರು ಮತ್ತು ರೈತರನ್ನು ಕಾಪಾಡುವುದೇ ನಾಯಕತ್ವದ ಆದ್ಯತೆ ಎಂದು ಕೇಂದ್ರ ಸರ್ಕಾರ ಸಾಗಿಗೆ ಮತ್ತು ಹಿಡಿದು ಸಚಿವ ನಿತಿನ್ ಗಡ್ಕರಿ ಒತ್ತಿ ಹೇಳಿದರು. ಕೃಷ್ಣೋಪಕರಣಗಳನ್ನು ವಿತರಿಸಿದರು. ಈ ದೇಶದಲ್ಲಿ ಹೆಚ್ಚುಕೊಂಡರೆಯಲ್ಲ ಗ್ರಾಮಗಳು, ಬಡವರು ಮತ್ತು ರೈತರ ಹಿತವನ್ನು ಕಾಯುವ ನಾಯಕತ್ವ ಬೇಕಿದೆ. ಅತ್ತ ಕರ್ನಾಟಕ ಕೊಡಿತಿರುವಂಗಳೆ ಪ್ರಮುಖ ಯೋಜನೆಗಳ ಕುರಿತು ಮಾತನಾಡಿ 4,400 ಕೋಟಿ ರೂಗಳ ವಿವಿಧ ಯೋಜನೆಗಳ ಉದ್ಘಾಟನೆ ಮತ್ತು ಶಂಕುಸ್ಥಾಪನೆ ನೆರವೇರಿಸಿದರು. ಸಂಪೂರ್ಣ ಬಿಂಬಲದ ಭರವಸೆ ನೀಡಿದರು. ತಮ್ಮ ಸಚಿವಾಲಯದ ಆಡಿಯಲ್ಲಿ ರಾಜ್ಯದಲ್ಲಿ ನಡೆಯುತ್ತಿರುವ 2 ಲಕ್ಷ ಕೋಟಿ ರೂಗಳ ರಾಷ್ಟ್ರೀಯ ಹೆದ್ದಾರಿ ಕಾಮಗಾರಿಗಳನ್ನು ಉಲ್ಲೇಖಿಸಿದರು. ಸಮಾರಂಭದಲ್ಲಿ 10,000 ಕ್ಕೂ ಹೆಚ್ಚು ರೈತರು ಭಾಗವಹಿಸಿದ್ದರು. ಅತ್ಯಾಧುನಿಕ ಕೃಷಿ ಯಂತ್ರೋಪಕರಣಗಳನ್ನು ಪ್ರದರ್ಶಿಸಲಾಗಿತ್ತು. ಆರ್ಥಿಕ ಸ್ವಾವಲಂಬನೆ ಕುರಿತು ಮಾತನಾಡಿದ ಅವರು 90 ಲಕ್ಷ ಫಲಾನುಭವಿಗಳು ಈ ಯೋಜನೆಯ ಲಾಭ ಪಡೆಯಲಿದ್ದಾರೆ ಎಂದರು. ಅತ್ಯಾಧುನಿಕ ಕೃಷಿ ಯಂತ್ರೋಪಕರಣ ಬಳಕೆ ಕುರಿತು ಮಾಹಿತಿ ನೀಡಲಾಯಿತು. ಎ ಗೌಡ್ ಪಟ್ಟಣದ ಹೂ ಗ್ರಾಮಗಳ ರೈತರು ಭಾಗವಹಿಸಿದ್ದರು. ಪೂರೈಕೆದಾರರ (ಶಕ್ತಿ ಪೂರೈಕೆದಾರರು) ಆಗಬೇಕೆಂದು ಅವರು ಒತ್ತಾಯಿಸಿದರು. ನಾಗ್ಪುರದ ರೈತರು ಈಗಾಗಲೇ ಎಥೆನಾಲ್ ಉತ್ಪಾದಿಸುತ್ತಿದ್ದಾರೆ, ಇದು ಭಾರತದ ಪೆಟ್ರೋಲ್ ಆಮದು ವೆಚ್ಚವನ್ನು ಕಡಿಮೆ ಮಾಡುತ್ತದೆ. ಹೆದ್ದಾರಿ ಅಭಿವೃದ್ಧಿ ಹಾಗೂ ಗ್ರಾಮೀಣ ವಲಯವನ್ನು ಸಶಕ್ತಗೊಳಿಸುತ್ತದೆ ಎಂದು ಅವರು ಹೇಳಿದರು. — [530, 891, 1158, 1176]
